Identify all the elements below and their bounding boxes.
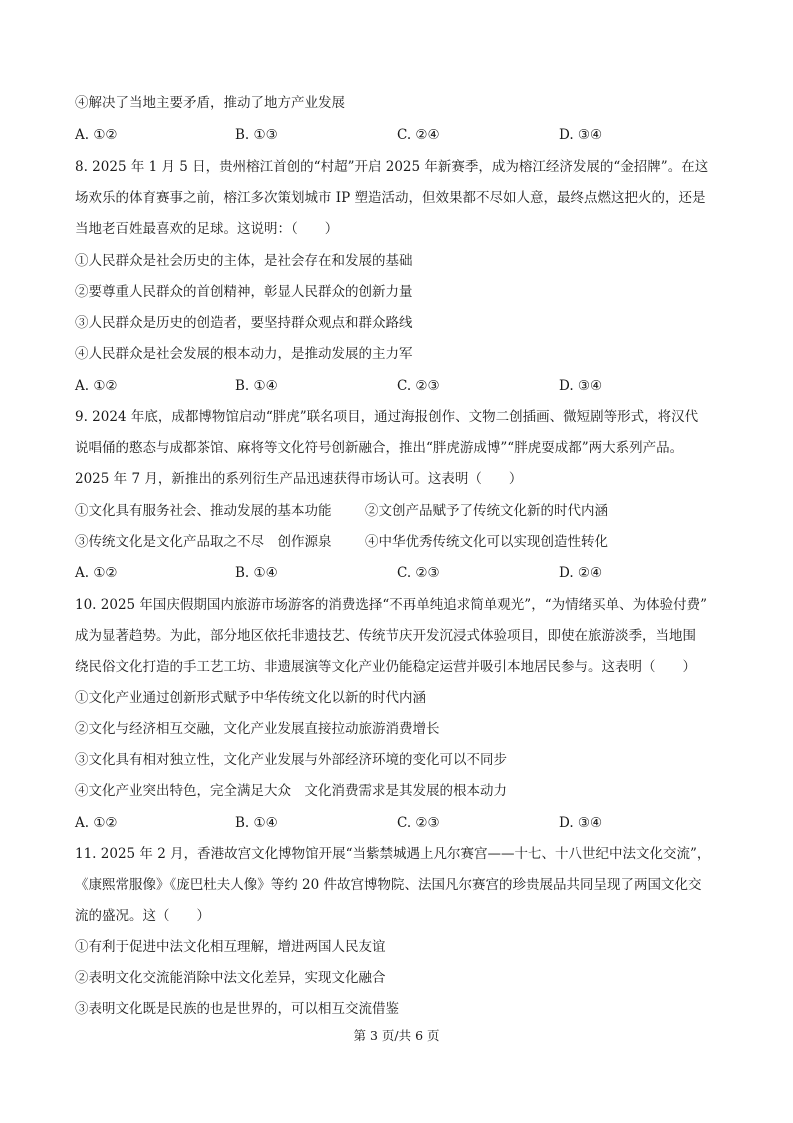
option-b: B. ①④ — [235, 565, 278, 581]
q9-items-row-2 — [75, 533, 735, 551]
q8-stem-line-2: 场欢乐的体育赛事之前，榕江多次策划城市 IP 塑造活动，但效果都不尽如人意，最终点燃这把火的，还是 — [75, 190, 706, 206]
q10-stem-line-2: 成为显著趋势。为此，部分地区依托非遗技艺、传统节庆开发沉浸式体验项目，即使在旅游淡季，当地围 — [75, 628, 696, 644]
q10-stem-line-1: 10. 2025 年国庆假期国内旅游市场游客的消费选择“不再单纯追求简单观光”，“为情绪买单、为体验付费” — [75, 597, 708, 613]
q9-item-4: ④中华优秀传统文化可以实现创造性转化 — [365, 534, 608, 550]
option-d: D. ③④ — [559, 378, 603, 394]
q9-stem-line-3: 2025 年 7 月，新推出的系列衍生产品迅速获得市场认可。这表明（ ） — [75, 471, 523, 487]
option-a: A. ①② — [75, 565, 118, 581]
q11-stem-line-2: 《康熙常服像》《庞巴杜夫人像》等约 20 件故宫博物院、法国凡尔赛宫的珍贵展品共同呈现了两国文化交 — [75, 877, 702, 893]
q11-stem-line-1: 11. 2025 年 2 月，香港故宫文化博物馆开展“当紫禁城遇上凡尔赛宫——十七、十八世纪中法文化交流”， — [75, 846, 711, 862]
prev-question-item-4: ④解决了当地主要矛盾，推动了地方产业发展 — [75, 95, 345, 111]
q8-item-2: ②要尊重人民群众的首创精神，彰显人民群众的创新力量 — [75, 284, 413, 300]
q11-stem-line-3: 流的盛况。这（ ） — [75, 908, 210, 924]
q8-item-1: ①人民群众是社会历史的主体，是社会存在和发展的基础 — [75, 253, 413, 269]
prev-question-options — [75, 126, 735, 144]
q9-items-row-1 — [75, 502, 735, 520]
option-d: D. ②④ — [559, 565, 603, 581]
q9-item-3: ③传统文化是文化产品取之不尽 创作源泉 — [75, 534, 332, 550]
option-c: C. ②③ — [397, 815, 440, 831]
q8-item-4: ④人民群众是社会发展的根本动力，是推动发展的主力军 — [75, 346, 413, 362]
q10-item-3: ③文化具有相对独立性，文化产业发展与外部经济环境的变化可以不同步 — [75, 752, 507, 768]
option-d: D. ③④ — [559, 815, 603, 831]
q8-options — [75, 377, 735, 395]
option-b: B. ①④ — [235, 815, 278, 831]
q11-item-3: ③表明文化既是民族的也是世界的，可以相互交流借鉴 — [75, 1001, 399, 1017]
option-a: A. ①② — [75, 127, 118, 143]
q11-item-2: ②表明文化交流能消除中法文化差异，实现文化融合 — [75, 970, 386, 986]
q8-item-3: ③人民群众是历史的创造者，要坚持群众观点和群众路线 — [75, 315, 413, 331]
q9-item-1: ①文化具有服务社会、推动发展的基本功能 — [75, 503, 332, 519]
q11-item-1: ①有利于促进中法文化相互理解，增进两国人民友谊 — [75, 939, 386, 955]
q10-options — [75, 814, 735, 832]
option-d: D. ③④ — [559, 127, 603, 143]
option-b: B. ①④ — [235, 378, 278, 394]
option-c: C. ②③ — [397, 565, 440, 581]
q8-stem-line-1: 8. 2025 年 1 月 5 日，贵州榕江首创的“村超”开启 2025 年新赛季，成为榕江经济发展的“金招牌”。在这 — [75, 159, 709, 175]
q8-stem-line-3: 当地老百姓最喜欢的足球。这说明：（ ） — [75, 221, 339, 237]
q10-item-2: ②文化与经济相互交融，文化产业发展直接拉动旅游消费增长 — [75, 721, 440, 737]
q10-item-1: ①文化产业通过创新形式赋予中华传统文化以新的时代内涵 — [75, 690, 426, 706]
q9-item-2: ②文创产品赋予了传统文化新的时代内涵 — [365, 503, 608, 519]
option-c: C. ②④ — [397, 127, 440, 143]
option-a: A. ①② — [75, 815, 118, 831]
q10-item-4: ④文化产业突出特色，完全满足大众 文化消费需求是其发展的根本动力 — [75, 783, 507, 799]
page-number: 第 3 页/共 6 页 — [353, 1028, 440, 1043]
q9-stem-line-1: 9. 2024 年底，成都博物馆启动“胖虎”联名项目，通过海报创作、文物二创插画、微短剧等形式，将汉代 — [75, 409, 699, 425]
q9-options — [75, 564, 735, 582]
option-c: C. ②③ — [397, 378, 440, 394]
q9-stem-line-2: 说唱俑的憨态与成都茶馆、麻将等文化符号创新融合，推出“胖虎游成博”“胖虎耍成都”两大系列产品。 — [75, 440, 684, 456]
q10-stem-line-3: 绕民俗文化打造的手工艺工坊、非遗展演等文化产业仍能稳定运营并吸引本地居民参与。这表明（ ） — [75, 659, 696, 675]
option-a: A. ①② — [75, 378, 118, 394]
option-b: B. ①③ — [235, 127, 278, 143]
